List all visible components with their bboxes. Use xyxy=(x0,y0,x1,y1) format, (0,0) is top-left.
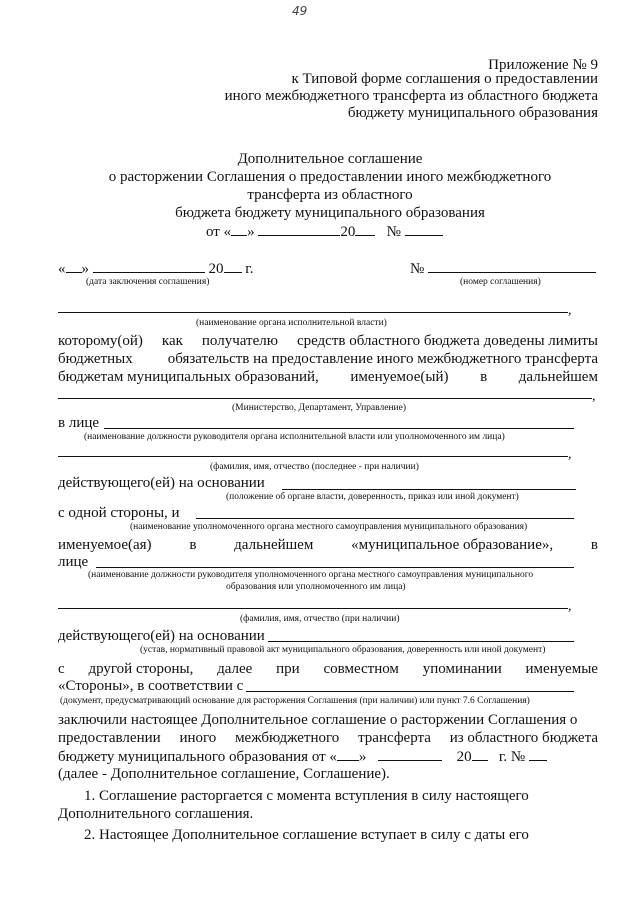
body-line-2: бюджетных обязательств на предоставление иного межбюджетного трансферта xyxy=(58,351,598,367)
fio1-comma: , xyxy=(568,447,572,462)
local-head-caption-2: образования или уполномоченного им лица) xyxy=(226,582,406,592)
item-1-line-2: Дополнительного соглашения. xyxy=(58,806,254,822)
doc-title-line2: о расторжении Соглашения о предоставлении иного межбюджетного xyxy=(108,169,552,185)
ministry-field[interactable] xyxy=(58,398,592,399)
concluded-line-4: (далее - Дополнительное соглашение, Соглашение). xyxy=(58,766,390,782)
basis1-field[interactable] xyxy=(282,489,576,490)
acting1-label: действующего(ей) на основании xyxy=(58,475,265,491)
ministry-comma: , xyxy=(592,389,596,404)
fio2-field[interactable] xyxy=(58,608,568,609)
doc-title-line3: трансферта из областного xyxy=(247,187,413,203)
item-1-line-1: 1. Соглашение расторгается с момента вступления в силу настоящего xyxy=(84,788,529,804)
v-litse-label: в лице xyxy=(58,415,100,431)
item-2-line-1: 2. Настоящее Дополнительное соглашение вступает в силу с даты его xyxy=(84,827,529,843)
named-line: именуемое(ая) в дальнейшем «муниципальное образование», в xyxy=(58,537,598,553)
concluded-line-3: бюджету муниципального образования от « » 20 г. № xyxy=(58,747,547,766)
date-caption: (дата заключения соглашения) xyxy=(86,277,210,287)
appendix-ref-line3: бюджету муниципального образования xyxy=(347,105,598,121)
concluded-line-2: предоставлении иного межбюджетного трансферта из областного бюджета xyxy=(58,730,598,746)
page-number-mark: 49 xyxy=(292,4,308,18)
local-head-field[interactable] xyxy=(96,567,574,568)
ministry-caption: (Министерство, Департамент, Управление) xyxy=(232,403,407,413)
fio2-comma: , xyxy=(568,599,572,614)
organ-name-field[interactable] xyxy=(58,312,568,313)
basis1-caption: (положение об органе власти, доверенность, приказ или иной документ) xyxy=(226,492,519,502)
appendix-ref-line1: к Типовой форме соглашения о предоставлении xyxy=(291,71,598,87)
fio1-field[interactable] xyxy=(58,456,568,457)
body-line-3: бюджетам муниципальных образований, именуемое(ый) в дальнейшем xyxy=(58,369,598,385)
fio2-caption: (фамилия, имя, отчество (при наличии) xyxy=(240,614,400,624)
agreement-number-field[interactable]: № xyxy=(410,259,596,278)
doc-title-line4: бюджета бюджету муниципального образования xyxy=(175,205,485,221)
acting2-label: действующего(ей) на основании xyxy=(58,628,265,644)
local-organ-field[interactable] xyxy=(196,518,574,519)
organ-comma: , xyxy=(568,303,572,318)
basis2-field[interactable] xyxy=(268,641,574,642)
local-head-caption-1: (наименование должности руководителя уполномоченного органа местного самоуправления муниципального xyxy=(88,570,534,580)
basis2-caption: (устав, нормативный правовой акт муниципального образования, доверенность или иной документ) xyxy=(140,645,546,655)
one-side-label: с одной стороны, и xyxy=(58,505,180,521)
concluded-line-1: заключили настоящее Дополнительное соглашение о расторжении Соглашения о xyxy=(58,712,578,728)
body-line-1: которому(ой) как получателю средств областного бюджета доведены лимиты xyxy=(58,333,598,349)
number-caption: (номер соглашения) xyxy=(460,277,541,287)
parties-label: «Стороны», в соответствии с xyxy=(58,678,244,694)
agreement-date-field[interactable]: « » 20 г. xyxy=(58,261,254,277)
head-position-caption: (наименование должности руководителя органа исполнительной власти или уполномоченного им лица) xyxy=(84,432,505,442)
organ-caption: (наименование органа исполнительной власти) xyxy=(196,318,387,328)
termination-doc-field[interactable] xyxy=(246,691,574,692)
appendix-number: Приложение № 9 xyxy=(488,57,598,73)
appendix-ref-line2: иного межбюджетного трансферта из областного бюджета xyxy=(224,88,598,104)
local-organ-caption: (наименование уполномоченного органа местного самоуправления муниципального образования) xyxy=(130,522,528,532)
litse2-label: лице xyxy=(58,554,89,570)
doc-title-line1: Дополнительное соглашение xyxy=(237,151,423,167)
head-position-field[interactable] xyxy=(104,428,574,429)
other-side-line: с другой стороны, далее при совместном упоминании именуемые xyxy=(58,661,598,677)
doc-title-date: от « » 20 № xyxy=(206,222,443,241)
fio1-caption: (фамилия, имя, отчество (последнее - при наличии) xyxy=(210,462,419,472)
termination-doc-caption: (документ, предусматривающий основание для расторжения Соглашения (при наличии) или пункт 7.6 Соглашения) xyxy=(60,696,530,706)
